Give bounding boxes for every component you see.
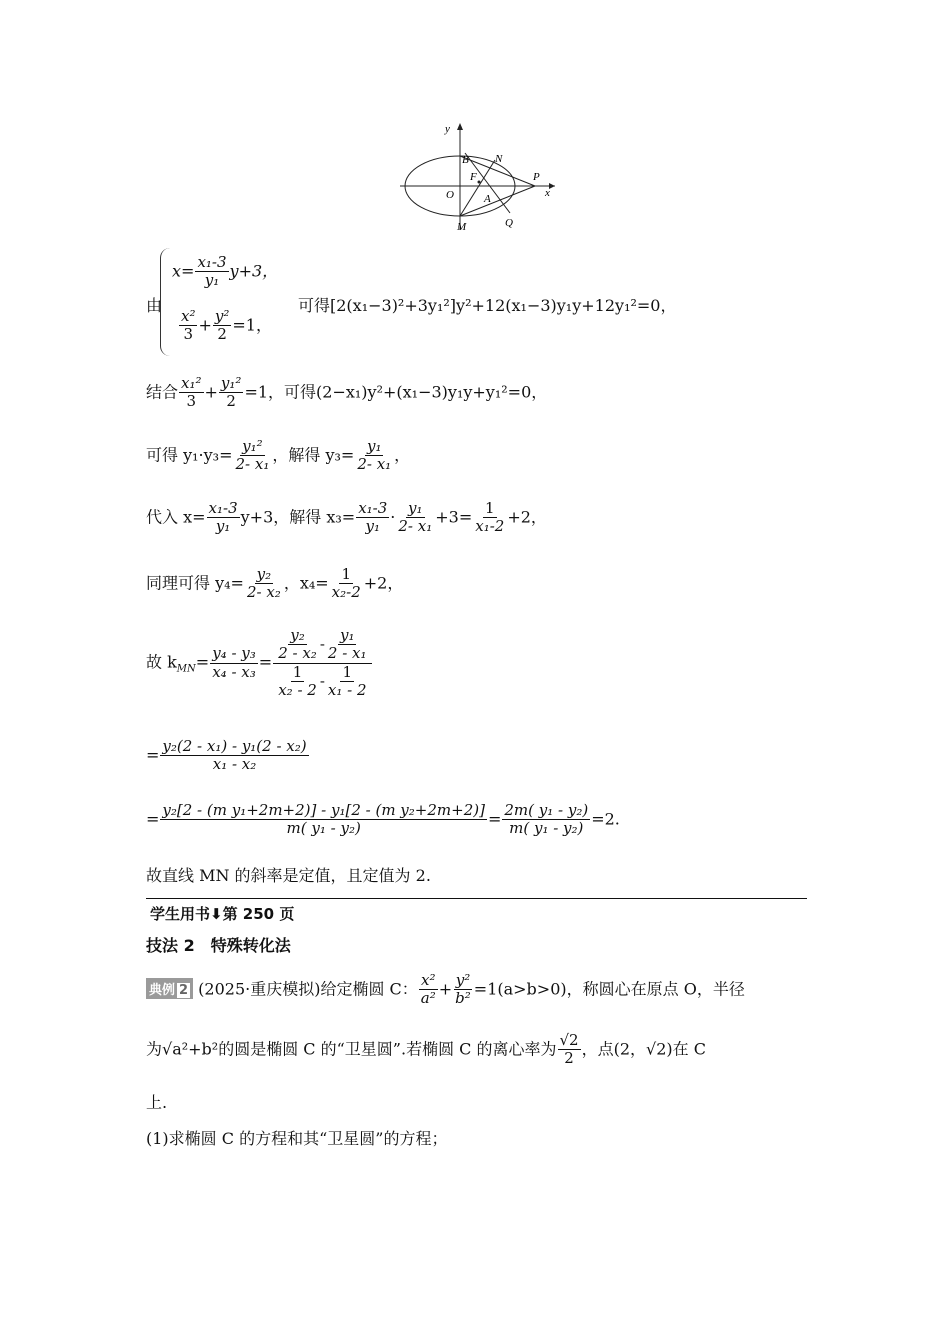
- ellipse-figure: [395, 118, 560, 233]
- student-book-ref: 学生用书⬇第 250 页: [150, 905, 295, 923]
- label-F: F: [470, 171, 477, 183]
- method-heading: 技法 2 特殊转化法: [146, 936, 291, 955]
- system-line-1: x= $\frac{\text{x₁-3}}{\text{y₁}}$ y+3，: [172, 253, 279, 290]
- label-x: x: [545, 187, 550, 199]
- label-B: B: [462, 154, 469, 166]
- slope-line: 故 $k_{MN}=$ $\frac{\text{y₄ - y₃}}{\text{x₄ - x₃}}$ = $\frac{\text{y₂}}{\text{2 - x₂}}$ - $\frac{\text{y₁}}{\text{2 - x₁}}$ $\frac{1}{\text{x₂ - 2}}$ - $\frac{1}{\text{x₁ - 2}}$: [146, 627, 373, 699]
- system-line-2: $\frac{\text{x²}}{3}$ + $\frac{\text{y²}}{2}$ =1，: [181, 307, 272, 344]
- label-N: N: [495, 153, 503, 165]
- label-M: M: [457, 221, 467, 233]
- label-O: O: [446, 189, 454, 201]
- equation-line-3: = $\frac{\text{y₂[2 - (m y₁+2m+2)] - y₁[2 - (m y₂+2m+2)]}}{\text{m( y₁ - y₂)}}$ = $\frac{\text{2m( y₁ - y₂)}}{\text{m( y₁ - y₂)}}$ =2.: [146, 801, 620, 838]
- you-char: 由: [146, 296, 163, 315]
- example-paragraph-2: 为√a²+b²的圆是椭圆 C 的“卫星圆”.若椭圆 C 的离心率为 $\frac{√2}{2}$ ，点(2，√2)在 C: [146, 1031, 706, 1068]
- example-tag: 典例 2: [146, 978, 193, 999]
- system-brace: [160, 248, 171, 356]
- label-y: y: [445, 123, 450, 135]
- label-P: P: [533, 171, 540, 183]
- question-1: (1)求椭圆 C 的方程和其“卫星圆”的方程；: [146, 1129, 448, 1148]
- combine-line: 结合 $\frac{\text{x₁²}}{3}$ + $\frac{\text{y₁²}}{2}$ =1，可得(2−x₁)y²+(x₁−3)y₁y+y₁²=0，: [146, 374, 548, 411]
- equation-line-2: = $\frac{\text{y₂(2 - x₁) - y₁(2 - x₂)}}{\text{x₁ - x₂}}$: [146, 737, 307, 774]
- example-paragraph-3: 上.: [146, 1093, 168, 1112]
- similarly-line: 同理可得 y₄= $\frac{\text{y₂}}{\text{2- x₂}}$ ，x₄= $\frac{1}{\text{x₂-2}}$ +2，: [146, 565, 404, 602]
- substitute-line: 代入 x= $\frac{\text{x₁-3}}{\text{y₁}}$ y+3，解得 x₃= $\frac{\text{x₁-3}}{\text{y₁}}$ · $\frac{\text{y₁}}{\text{2- x₁}}$ +3= $\frac{1}{\text{x₁-2}}$ +2，: [146, 499, 547, 536]
- label-A: A: [484, 193, 491, 205]
- section-divider: [146, 898, 807, 899]
- vieta-line: 可得 y₁·y₃= $\frac{\text{y₁²}}{\text{2- x₁}}$ ，解得 y₃= $\frac{\text{y₁}}{\text{2- x₁}}$ ，: [146, 437, 411, 474]
- conclusion-text: 故直线 MN 的斜率是定值，且定值为 2.: [146, 866, 431, 885]
- result-line-1: 可得[2(x₁−3)²+3y₁²]y²+12(x₁−3)y₁y+12y₁²=0，: [298, 296, 677, 315]
- label-Q: Q: [505, 217, 513, 229]
- example-paragraph-1: 典例 2 (2025·重庆模拟)给定椭圆 C： $\frac{\text{x²}}{\text{a²}}$ + $\frac{\text{y²}}{\text{b²}}$ =1(a>b>0)，称圆心在原点 O，半径: [146, 972, 745, 1008]
